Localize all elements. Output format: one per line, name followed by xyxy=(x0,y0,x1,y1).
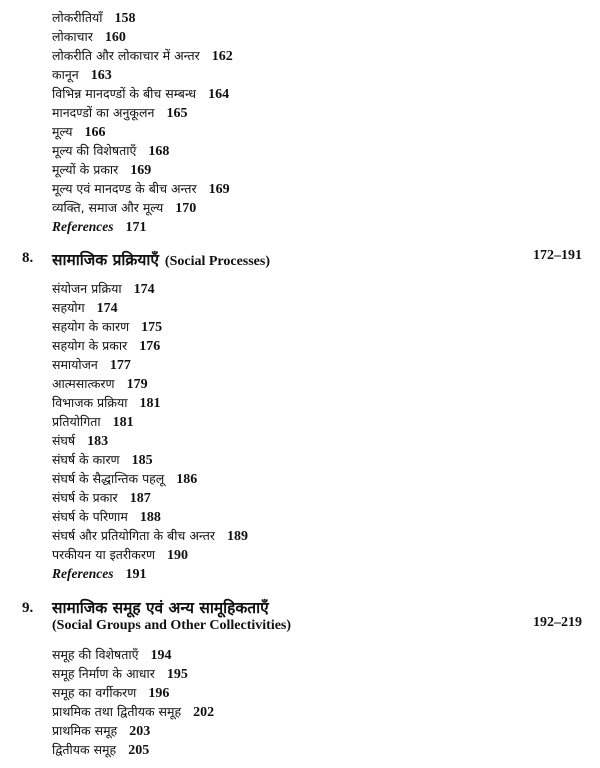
chapter-9-page-range: 192–219 xyxy=(533,615,582,630)
toc-entry: विभिन्न मानदण्डों के बीच सम्बन्ध 164 xyxy=(52,86,230,102)
toc-entry: सहयोग के कारण 175 xyxy=(52,319,163,335)
toc-entry: संघर्ष 183 xyxy=(52,433,109,449)
toc-entry: लोकरीतियाँ 158 xyxy=(52,10,136,26)
chapter-title: सामाजिक समूह एवं अन्य सामूहिकताएँ xyxy=(52,599,269,617)
toc-entry: लोकरीति और लोकाचार में अन्तर 162 xyxy=(52,48,233,64)
toc-entry: संघर्ष के कारण 185 xyxy=(52,452,153,468)
chapter-title-english: (Social Groups and Other Collectivities) xyxy=(52,618,292,633)
toc-entry: संयोजन प्रक्रिया 174 xyxy=(52,281,155,297)
toc-entry: मूल्यों के प्रकार 169 xyxy=(52,162,152,178)
toc-entry: समूह की विशेषताएँ 194 xyxy=(52,647,172,663)
toc-entry: मूल्य एवं मानदण्ड के बीच अन्तर 169 xyxy=(52,181,230,197)
toc-entry: संघर्ष के परिणाम 188 xyxy=(52,509,161,525)
toc-entry: मानदण्डों का अनुकूलन 165 xyxy=(52,105,188,121)
toc-entry: मूल्य 166 xyxy=(52,124,106,140)
toc-entry: संघर्ष और प्रतियोगिता के बीच अन्तर 189 xyxy=(52,528,248,544)
toc-entry: परकीयन या इतरीकरण 190 xyxy=(52,547,189,563)
chapter-8-page-range: 172–191 xyxy=(533,248,582,263)
toc-entry: समायोजन 177 xyxy=(52,357,131,373)
toc-entry: सहयोग के प्रकार 176 xyxy=(52,338,161,354)
chapter-title-english: (Social Processes) xyxy=(164,254,271,269)
toc-entry: विभाजक प्रक्रिया 181 xyxy=(52,395,161,411)
toc-entry: सहयोग 174 xyxy=(52,300,118,316)
toc-entry: प्राथमिक समूह 203 xyxy=(52,723,151,739)
toc-entry: संघर्ष के सैद्धान्तिक पहलू 186 xyxy=(52,471,198,487)
references-entry: References 191 xyxy=(52,566,147,582)
chapter-number: 9. xyxy=(22,600,34,616)
toc-entry: द्वितीयक समूह 205 xyxy=(52,742,150,758)
toc-entry: मूल्य की विशेषताएँ 168 xyxy=(52,143,170,159)
toc-entry: प्राथमिक तथा द्वितीयक समूह 202 xyxy=(52,704,215,720)
toc-entry: आत्मसात्करण 179 xyxy=(52,376,148,392)
toc-entry: लोकाचार 160 xyxy=(52,29,126,45)
toc-entry: कानून 163 xyxy=(52,67,112,83)
toc-entry: व्यक्ति, समाज और मूल्य 170 xyxy=(52,200,197,216)
references-entry: References 171 xyxy=(52,219,147,235)
toc-entry: समूह निर्माण के आधार 195 xyxy=(52,666,188,682)
toc-entry: समूह का वर्गीकरण 196 xyxy=(52,685,170,701)
toc-entry: प्रतियोगिता 181 xyxy=(52,414,134,430)
toc-entry: संघर्ष के प्रकार 187 xyxy=(52,490,151,506)
chapter-title: सामाजिक प्रक्रियाएँ (Social Processes) xyxy=(52,251,271,269)
chapter-number: 8. xyxy=(22,250,34,266)
